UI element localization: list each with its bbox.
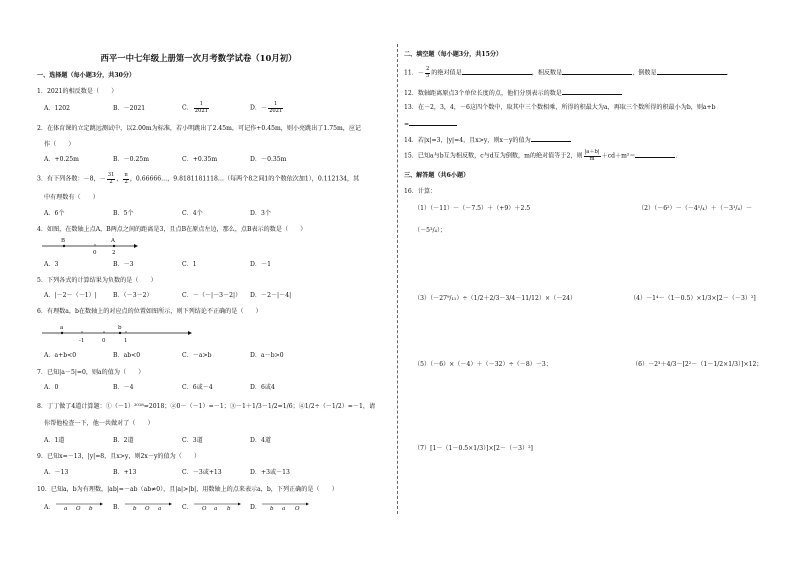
page-title: 西平一中七年级上册第一次月考数学试卷（10月初） xyxy=(100,53,297,63)
q6-option-b: B．ab<0 xyxy=(113,352,141,359)
q13-stem-line2: = xyxy=(404,119,457,129)
q6-option-c: C．－a>b xyxy=(182,352,212,359)
q4-tick-2: 2 xyxy=(112,250,116,256)
q5-option-c: C．－（－|－3－2|） xyxy=(182,292,242,299)
q6-number-line xyxy=(40,321,195,345)
q10-stem: 10．已知a，b为有理数，|ab|=－ab（ab≠0），且|a|>|b|，用数轴上的点来表示a，b，下列正确的是（ ） xyxy=(37,486,338,493)
section-fill-heading: 二、填空题（每小题3分，共15分） xyxy=(404,51,503,58)
q10-option-d: D． xyxy=(250,504,261,511)
q16-expr-1: （1）（－11）－（－7.5）＋（+9）＋2.5 xyxy=(414,205,531,212)
q4-tick-0: 0 xyxy=(93,250,97,256)
q16-expr-2-line2: （－5³/₄）； xyxy=(414,227,447,234)
q6-option-a: A．a+b<0 xyxy=(44,352,77,359)
q1-option-b: B．－2021 xyxy=(113,105,146,112)
q4-option-a: A．3 xyxy=(44,261,59,268)
q2-stem-line2: 作（ ） xyxy=(44,141,75,148)
svg-text:b: b xyxy=(227,506,231,512)
q6-label-a: a xyxy=(60,325,64,331)
q6-tick-0: 0 xyxy=(102,338,106,344)
q1-option-a: A．1202 xyxy=(44,105,71,112)
q1-stem: 1．2021的相反数是（ ） xyxy=(37,88,118,95)
svg-text:a: a xyxy=(158,506,162,512)
q8-option-d: D．4道 xyxy=(250,437,271,444)
q5-stem: 5．下列各式的计算结果为负数的是（ ） xyxy=(37,277,157,284)
svg-text:O: O xyxy=(295,506,300,512)
q3-option-a: A．6个 xyxy=(44,210,65,217)
svg-text:O: O xyxy=(76,506,81,512)
q5-option-d: D．－2－|－4| xyxy=(250,292,292,299)
q16-expr-6: （6）－2³＋4/3－[2²－（1－1/2×1/3）]×12； xyxy=(632,361,763,368)
q4-option-d: D．－1 xyxy=(250,261,271,268)
q16-expr-7: （7）[1－（1－0.5×1/3）]×[2－（－3）²] xyxy=(414,445,533,452)
q13-stem-line1: 13．在－2，3，4，－6这四个数中，取其中三个数相乘，所得的积最大为a，再取三个数所得的积最小为b，则a+b xyxy=(404,104,716,111)
q9-option-a: A．－13 xyxy=(44,469,69,476)
svg-text:O: O xyxy=(145,506,150,512)
q5-option-b: B．（－3－2） xyxy=(113,292,153,299)
q10-option-c-diagram xyxy=(194,497,244,511)
q16-stem: 16．计算： xyxy=(404,188,437,195)
q1-option-c: C． $\frac{1}{2021}$ xyxy=(182,101,208,114)
q8-option-c: C．3道 xyxy=(182,437,203,444)
q15-stem: 15．已知a与b互为相反数，c与d互为倒数，m的绝对值等于2，则 $\frac{|a+b|}{m}$ ＋cd＋m²＝ ． xyxy=(404,149,682,162)
q12-stem: 12．数轴距离原点3个单位长度的点，他们分别表示的数是 xyxy=(404,88,622,98)
q16-expr-5: （5）（－6）×（－4）＋（－32）÷（－8）－3； xyxy=(414,361,552,368)
q3-stem-line1: 3．有下列各数：－8，－ $\frac{31}{2}$ ， $\frac{\pi}{2}$ ，0.66666…，9.8181181118…（每两个8之间1的个数依次加1），0.112134，其 xyxy=(37,172,360,185)
q7-option-d: D．6或4 xyxy=(250,384,275,391)
q10-option-b: B． xyxy=(113,504,124,511)
q8-option-a: A．1道 xyxy=(44,437,65,444)
svg-text:b: b xyxy=(270,506,274,512)
q7-option-b: B．－4 xyxy=(113,384,134,391)
q8-stem-line2: 你帮他检查一下，他一共做对了（ ） xyxy=(44,420,154,427)
q3-option-b: B．5个 xyxy=(113,210,134,217)
q4-option-b: B．－3 xyxy=(113,261,134,268)
q2-option-b: B．－0.25m xyxy=(113,156,150,163)
column-divider xyxy=(397,44,398,514)
q5-option-a: A．|－2－（－1）| xyxy=(44,292,97,299)
q2-option-c: C．+0.35m xyxy=(182,156,218,163)
q10-option-a-diagram xyxy=(56,497,106,511)
q16-expr-4: （4）－1⁴－（1－0.5）×1/3×[2－（－3）²] xyxy=(630,295,756,302)
q7-option-c: C．6或－4 xyxy=(182,384,213,391)
q10-option-a: A． xyxy=(44,504,55,511)
q8-stem-line1: 8．丁丁做了4道计算题：①（－1）²⁰¹⁸=2018；②0－（－1）=－1；③－1＋1/3－1/2=1/6；④1/2÷（－1/2）=－1，请 xyxy=(37,403,376,410)
q9-option-c: C．－3或+13 xyxy=(182,469,222,476)
q2-option-a: A．+0.25m xyxy=(44,156,79,163)
q4-label-b: B xyxy=(61,238,66,244)
q7-stem: 7．已知|a－5|=0，则a的值为（ ） xyxy=(37,369,145,376)
q3-stem-line2: 中有理数有（ ） xyxy=(44,194,99,201)
q4-option-c: C．1 xyxy=(182,261,197,268)
svg-text:a: a xyxy=(64,506,68,512)
q6-option-d: D．a－b>0 xyxy=(250,352,284,359)
svg-text:b: b xyxy=(89,506,93,512)
q8-option-b: B．2道 xyxy=(113,437,134,444)
q3-option-d: D．3个 xyxy=(250,210,271,217)
q7-option-a: A．0 xyxy=(44,384,59,391)
q2-stem-line1: 2．在体育课的立定跳远测试中，以2.00m为标准，若小明跳出了2.45m，可记作+0.45m，则小亮跳出了1.75m，应记 xyxy=(37,125,362,132)
section-answer-heading: 三、解答题（共6小题） xyxy=(404,172,470,179)
svg-text:a: a xyxy=(282,506,286,512)
q6-tick-1: 1 xyxy=(124,338,128,344)
q10-option-b-diagram xyxy=(125,497,175,511)
q14-stem: 14．若|x|=3，|y|=4，且x>y，则x－y的值为 xyxy=(404,135,571,145)
section-choice-heading: 一、选择题（每小题3分，共30分） xyxy=(37,72,136,79)
q11-stem: 11．－ $\frac{2}{5}$ 的绝对值是 ，相反数是 ，倒数是 ． xyxy=(404,66,733,79)
q9-option-d: D．+3或－13 xyxy=(250,469,290,476)
q6-label-b: b xyxy=(118,325,122,331)
q9-option-b: B．+13 xyxy=(113,469,137,476)
svg-text:a: a xyxy=(214,506,218,512)
q4-label-a: A xyxy=(111,238,115,244)
q16-expr-2-line1: （2）（－6²）－（－4¹/₄）＋（－3¹/₄）－ xyxy=(638,205,753,212)
q2-option-d: D．－0.35m xyxy=(250,156,287,163)
q4-stem: 4．如图，在数轴上点A，B两点之间的距离是3，且点B在原点左边，那么，点B表示的数是（ ） xyxy=(37,226,307,233)
q6-tick-neg1: -1 xyxy=(79,338,85,344)
q9-stem: 9．已知x=－13，|y|=8，且x>y，则2x－y的值为（ ） xyxy=(37,453,201,460)
svg-text:b: b xyxy=(133,506,137,512)
svg-text:O: O xyxy=(202,506,207,512)
q3-option-c: C．4个 xyxy=(182,210,203,217)
q1-option-d: D．－ $\frac{1}{2021}$ xyxy=(250,101,283,114)
q6-stem: 6．有理数a，b在数轴上的对应点的位置如图所示，则下列结论不正确的是（ ） xyxy=(37,308,262,315)
q10-option-c: C． xyxy=(182,504,193,511)
q10-option-d-diagram xyxy=(262,497,312,511)
q4-number-line xyxy=(40,236,140,256)
q16-expr-3: （3）（－27⁹/₁₁）÷（1/2＋2/3－3/4－11/12）×（－24） xyxy=(414,295,577,302)
